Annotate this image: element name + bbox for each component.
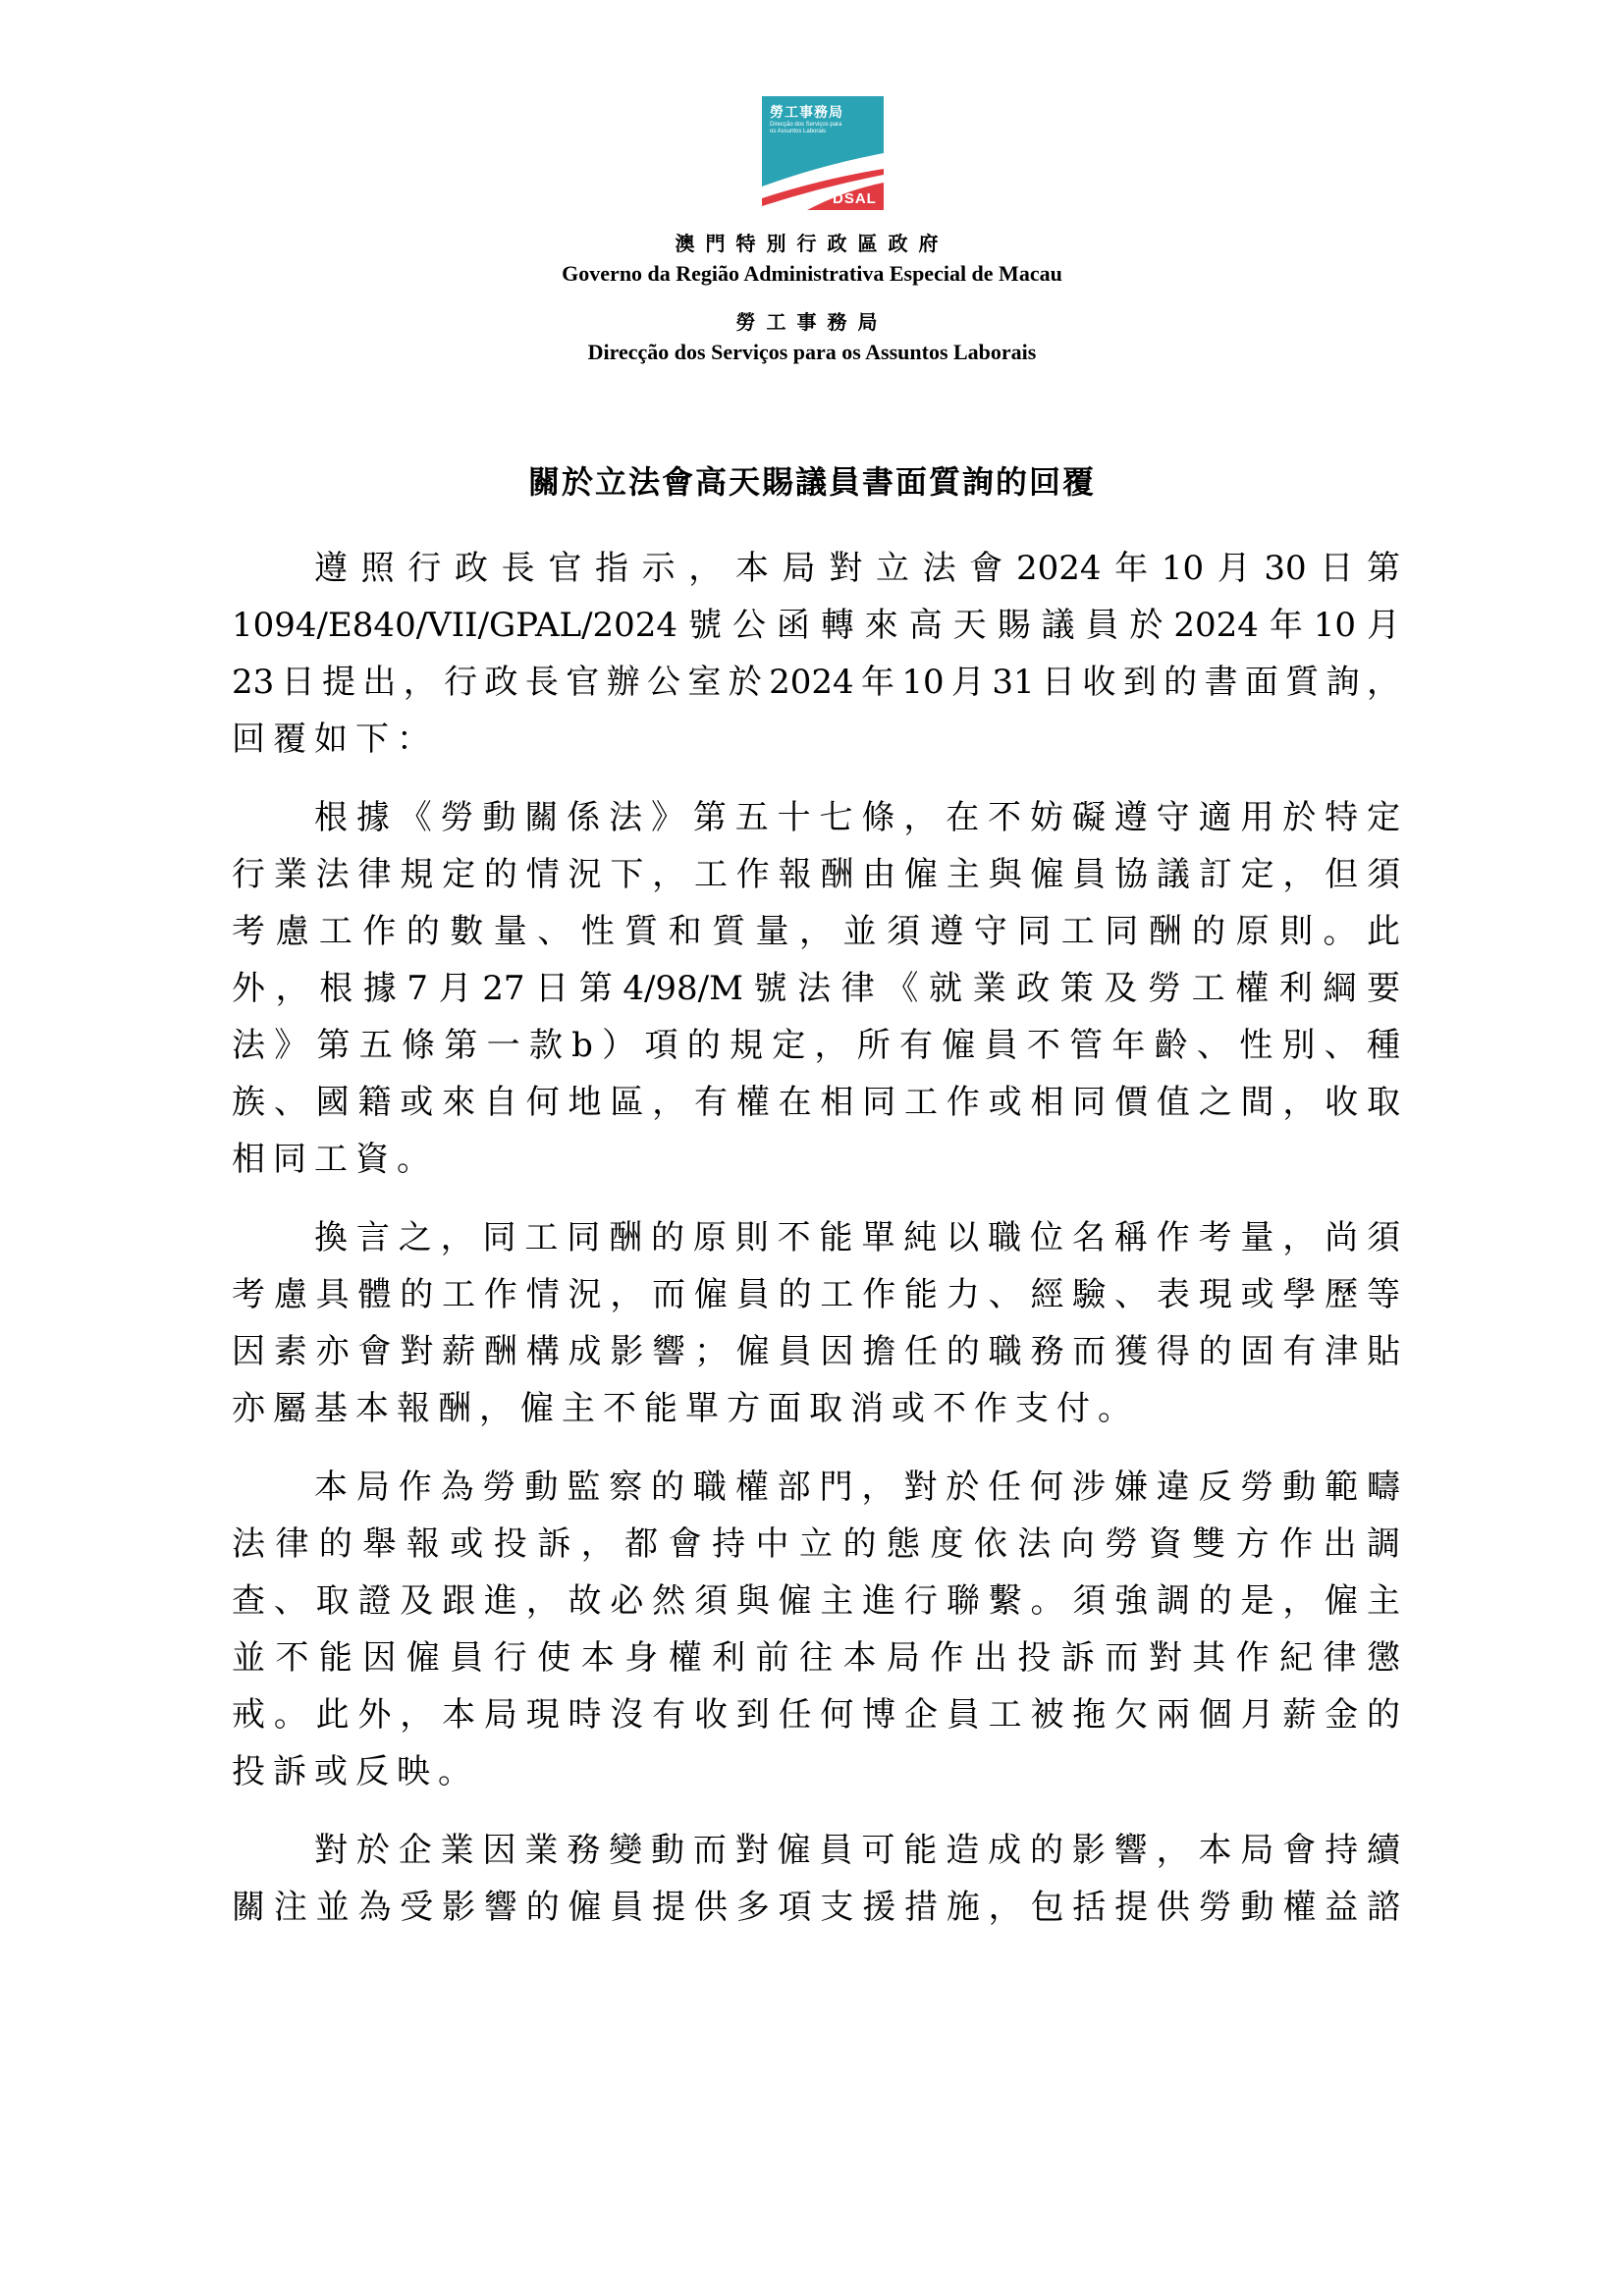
paragraph-line: 1094/E840/VII/GPAL/2024號公函轉來高天賜議員於2024年10月 <box>232 606 1400 645</box>
paragraph-line: 本局作為勞動監察的職權部門，對於任何涉嫌違反勞動範疇 <box>314 1468 1400 1507</box>
paragraph-line: 回覆如下： <box>232 720 438 759</box>
department-name-pt: Direcção dos Serviços para os Assuntos Laborais <box>587 340 1037 364</box>
government-name-zh: 澳門特別行政區政府 <box>675 232 949 255</box>
logo-name-pt: Direcção dos Serviços para os Assuntos Laborais <box>770 122 842 134</box>
paragraph-line: 換言之，同工同酬的原則不能單純以職位名稱作考量，尚須 <box>314 1218 1400 1257</box>
logo-abbreviation: DSAL <box>833 190 877 207</box>
paragraph-line: 對於企業因業務變動而對僱員可能造成的影響，本局會持續 <box>314 1831 1400 1870</box>
paragraph-line: 行業法律規定的情況下，工作報酬由僱主與僱員協議訂定，但須 <box>232 855 1400 894</box>
document-title: 關於立法會高天賜議員書面質詢的回覆 <box>527 463 1096 501</box>
paragraph-line: 根據《勞動關係法》第五十七條，在不妨礙遵守適用於特定 <box>314 798 1400 837</box>
government-name-pt: Governo da Região Administrativa Especial de Macau <box>562 261 1062 286</box>
paragraph-line: 投訴或反映。 <box>232 1752 479 1791</box>
paragraph-line: 23日提出，行政長官辦公室於2024年10月31日收到的書面質詢， <box>232 663 1400 702</box>
paragraph-line: 亦屬基本報酬，僱主不能單方面取消或不作支付。 <box>232 1389 1139 1428</box>
paragraph-line: 考慮具體的工作情況，而僱員的工作能力、經驗、表現或學歷等 <box>232 1275 1400 1314</box>
paragraph-line: 關注並為受影響的僱員提供多項支援措施，包括提供勞動權益諮 <box>232 1888 1400 1927</box>
paragraph-line: 遵照行政長官指示，本局對立法會2024年10月30日第 <box>314 549 1400 588</box>
paragraph-line: 戒。此外，本局現時沒有收到任何博企員工被拖欠兩個月薪金的 <box>232 1695 1400 1735</box>
paragraph-line: 外，根據7月27日第4/98/M號法律《就業政策及勞工權利綱要 <box>232 969 1400 1008</box>
paragraph-line: 因素亦會對薪酬構成影響；僱員因擔任的職務而獲得的固有津貼 <box>232 1332 1400 1371</box>
paragraph-line: 考慮工作的數量、性質和質量，並須遵守同工同酬的原則。此 <box>232 912 1400 951</box>
dsal-logo <box>762 96 884 210</box>
paragraph-line: 族、國籍或來自何地區，有權在相同工作或相同價值之間，收取 <box>232 1083 1400 1122</box>
paragraph-line: 法律的舉報或投訴，都會持中立的態度依法向勞資雙方作出調 <box>232 1524 1400 1564</box>
paragraph-line: 法》第五條第一款b）項的規定，所有僱員不管年齡、性別、種 <box>232 1026 1400 1065</box>
department-name-zh: 勞工事務局 <box>735 310 889 334</box>
paragraph-line: 並不能因僱員行使本身權利前往本局作出投訴而對其作紀律懲 <box>232 1638 1400 1678</box>
paragraph-line: 查、取證及跟進，故必然須與僱主進行聯繫。須強調的是，僱主 <box>232 1581 1400 1621</box>
logo-name-zh: 勞工事務局 <box>770 105 843 121</box>
paragraph-line: 相同工資。 <box>232 1140 438 1179</box>
